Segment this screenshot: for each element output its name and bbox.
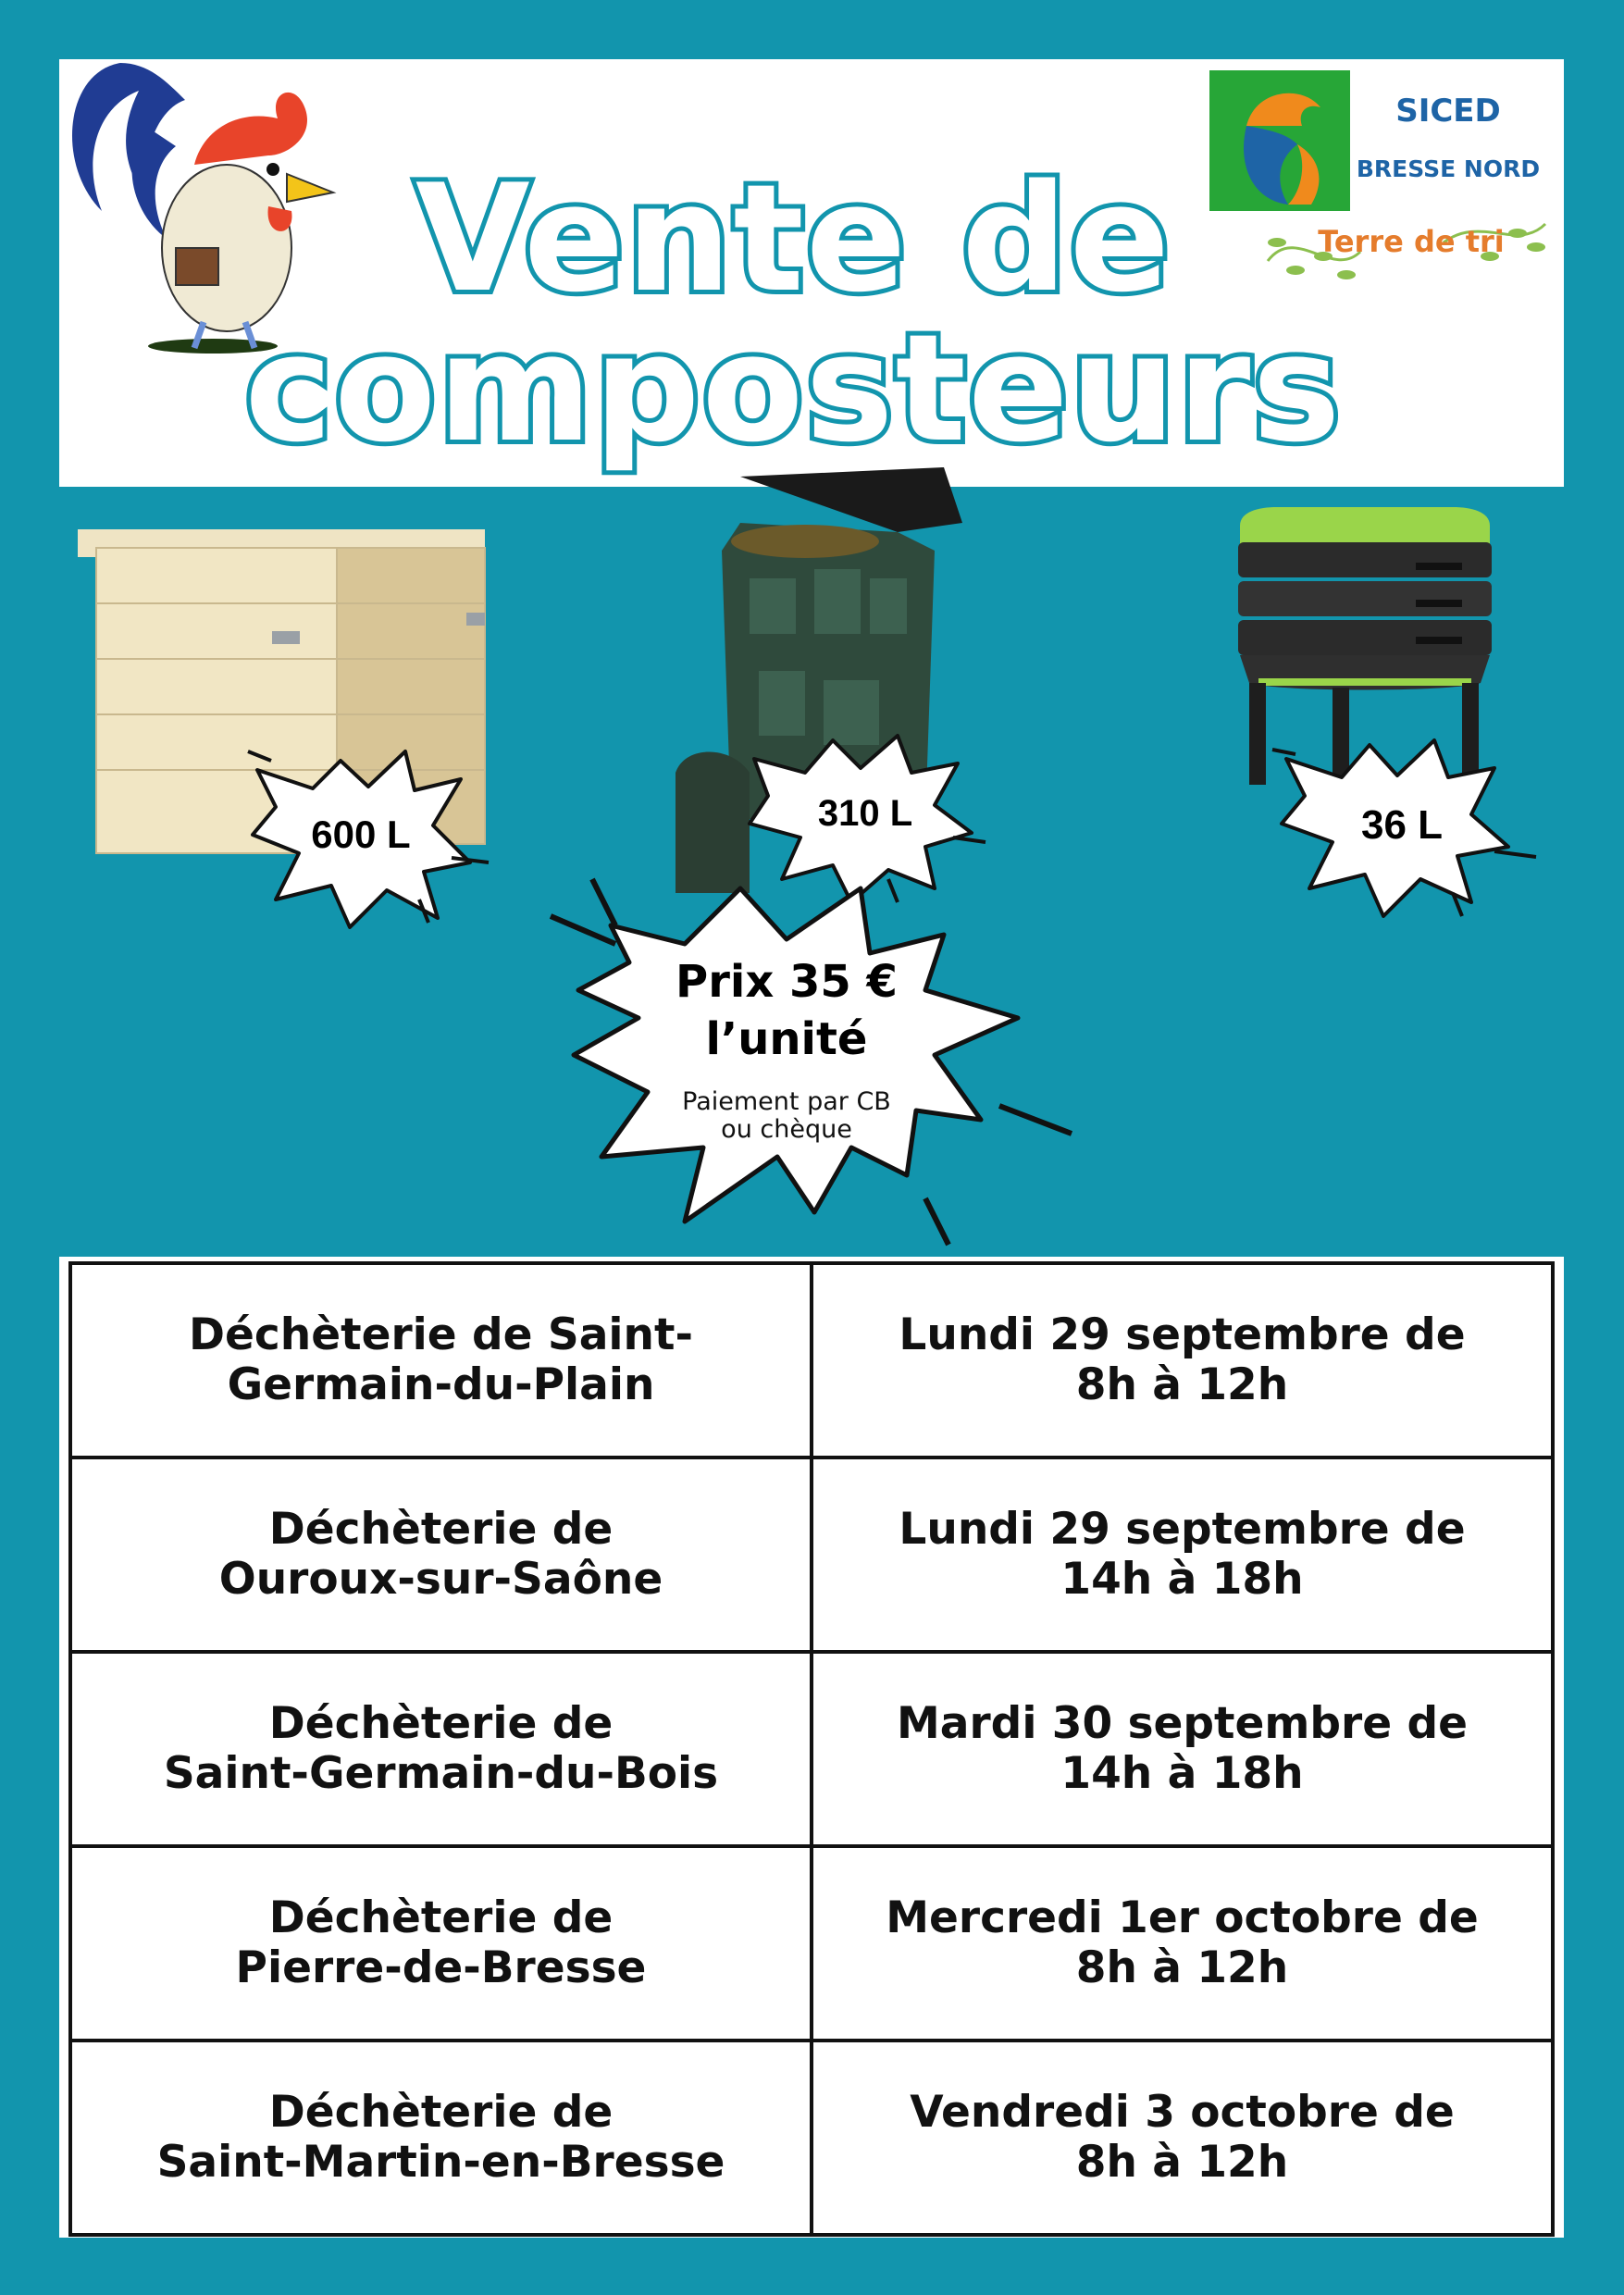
table-row xyxy=(70,1652,1553,1846)
schedule-table xyxy=(68,1261,1555,2237)
date-cell xyxy=(812,2041,1553,2235)
location-text: Déchèterie de Saint-Martin-en-Bresse xyxy=(156,2087,725,2188)
capacity-label-310: 310 L xyxy=(817,793,913,834)
date-cell xyxy=(812,1652,1553,1846)
location-text: Déchèterie de Pierre-de-Bresse xyxy=(235,1892,647,1993)
date-text: Vendredi 3 octobre de 8h à 12h xyxy=(910,2087,1455,2188)
region-name: BRESSE NORD xyxy=(1356,155,1541,182)
location-cell xyxy=(70,1652,812,1846)
organization-name: SICED xyxy=(1395,93,1501,130)
payment-methods: Paiement par CB ou chèque xyxy=(682,1087,891,1144)
table-row xyxy=(70,1263,1553,1458)
location-cell xyxy=(70,1458,812,1652)
location-text: Déchèterie de Ouroux-sur-Saône xyxy=(218,1504,663,1605)
date-text: Mardi 30 septembre de 14h à 18h xyxy=(897,1698,1468,1799)
table-row xyxy=(70,2041,1553,2235)
location-text: Déchèterie de Saint-Germain-du-Bois xyxy=(163,1698,719,1799)
table-row xyxy=(70,1458,1553,1652)
location-text: Déchèterie de Saint- Germain-du-Plain xyxy=(189,1309,693,1410)
page-title-line1: Vente de xyxy=(415,152,1172,325)
capacity-label-600: 600 L xyxy=(311,813,411,856)
date-cell xyxy=(812,1458,1553,1652)
date-cell xyxy=(812,1846,1553,2041)
date-text: Mercredi 1er octobre de 8h à 12h xyxy=(886,1892,1479,1993)
siced-logo-icon xyxy=(1209,70,1350,211)
table-row xyxy=(70,1846,1553,2041)
location-cell xyxy=(70,2041,812,2235)
date-text: Lundi 29 septembre de 8h à 12h xyxy=(899,1309,1466,1410)
date-cell xyxy=(812,1263,1553,1458)
location-cell xyxy=(70,1263,812,1458)
page-title-line2: composteurs xyxy=(244,302,1343,475)
capacity-label-36: 36 L xyxy=(1360,802,1444,848)
date-text: Lundi 29 septembre de 14h à 18h xyxy=(899,1504,1466,1605)
program-name: Terre de tri xyxy=(1318,224,1505,259)
location-cell xyxy=(70,1846,812,2041)
price-label: Prix 35 € l’unité xyxy=(676,956,898,1065)
